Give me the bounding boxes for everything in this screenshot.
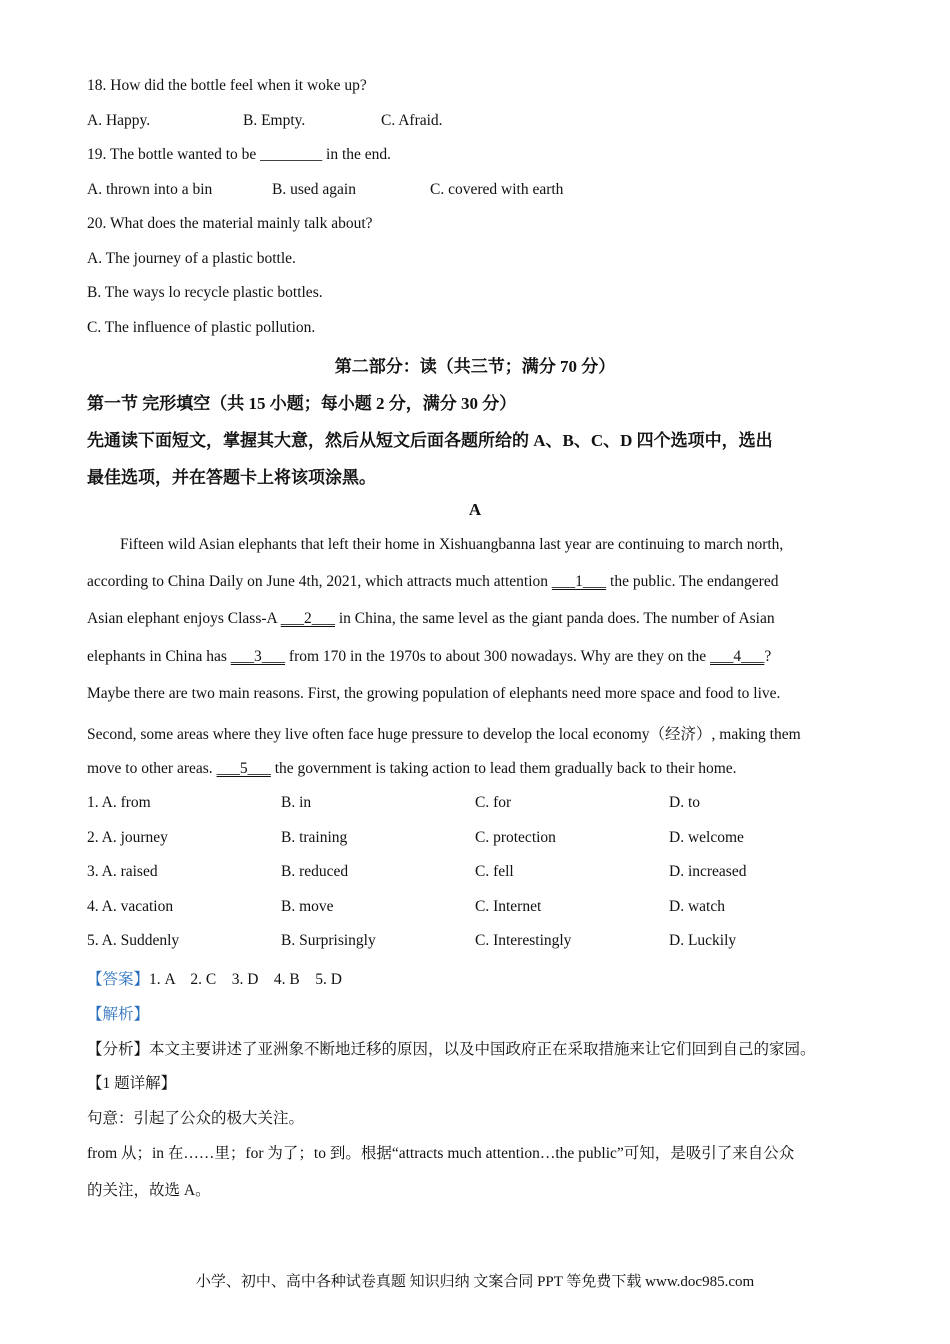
explanation-line-1: from 从；in 在……里；for 为了；to 到。根据“attracts much attention…the public”可知，是吸引了来自公众 — [87, 1145, 795, 1162]
option-4d: D. watch — [669, 898, 725, 915]
analysis-label: 【解析】 — [87, 1006, 150, 1023]
option-1d: D. to — [669, 794, 700, 811]
option-1a: 1. A. from — [87, 794, 151, 811]
passage-line-7 — [87, 760, 737, 778]
answer-label: 【答案】 — [87, 971, 150, 988]
option-2d: D. welcome — [669, 829, 744, 846]
sentence-meaning: 句意：引起了公众的极大关注。 — [87, 1110, 305, 1127]
option-4c: C. Internet — [475, 898, 542, 915]
option-3a: 3. A. raised — [87, 863, 158, 880]
passage-line-2 — [87, 573, 778, 591]
option-2b: B. training — [281, 829, 348, 846]
passage-label: A — [468, 500, 482, 519]
explanation-line-2: 的关注，故选 A。 — [87, 1182, 211, 1199]
option-4b: B. move — [281, 898, 334, 915]
q18-option-b: B. Empty. — [243, 112, 306, 129]
passage-text: move to other areas. — [87, 760, 217, 777]
blank-1: ___1___ — [551, 573, 607, 590]
option-3c: C. fell — [475, 863, 514, 880]
q18-stem: 18. How did the bottle feel when it woke up? — [87, 77, 367, 94]
passage-text: the government is taking action to lead them gradually back to their home. — [270, 760, 737, 777]
answer-line — [87, 967, 342, 989]
q19-option-c: C. covered with earth — [430, 181, 564, 198]
passage-text: from 170 in the 1970s to about 300 nowadays. Why are they on the — [285, 648, 711, 665]
page-footer: 小学、初中、高中各种试卷真题 知识归纳 文案合同 PPT 等免费下载 www.doc985.com — [195, 1274, 755, 1290]
q19-option-a: A. thrown into a bin — [87, 181, 213, 198]
passage-text: according to China Daily on June 4th, 2021, which attracts much attention — [87, 573, 552, 590]
answer-text: 1. A 2. C 3. D 4. B 5. D — [149, 971, 342, 988]
option-2a: 2. A. journey — [87, 829, 168, 846]
option-1c: C. for — [475, 794, 512, 811]
q20-option-c: C. The influence of plastic pollution. — [87, 319, 316, 336]
passage-text: elephants in China has — [87, 648, 231, 665]
passage-text: ? — [764, 648, 772, 665]
detail-heading-1: 【1 题详解】 — [87, 1075, 177, 1092]
blank-4: ___4___ — [710, 648, 765, 665]
passage-text: the public. The endangered — [606, 573, 779, 590]
instruction-line-1: 先通读下面短文，掌握其大意，然后从短文后面各题所给的 A、B、C、D 四个选项中，选出 — [87, 431, 773, 450]
passage-line-5: Maybe there are two main reasons. First, the growing population of elephants need more space and food to live. — [87, 685, 781, 702]
q19-stem: 19. The bottle wanted to be ________ in the end. — [87, 146, 392, 163]
subsection-title: 第一节 完形填空（共 15 小题；每小题 2 分，满分 30 分） — [87, 394, 517, 413]
option-3b: B. reduced — [281, 863, 349, 880]
q20-option-b: B. The ways lo recycle plastic bottles. — [87, 284, 323, 301]
passage-line-3 — [87, 610, 775, 628]
option-1b: B. in — [281, 794, 312, 811]
analysis-summary: 【分析】本文主要讲述了亚洲象不断地迁移的原因，以及中国政府正在采取措施来让它们回到自己的家园。 — [87, 1041, 816, 1058]
option-3d: D. increased — [669, 863, 747, 880]
passage-line-1: Fifteen wild Asian elephants that left their home in Xishuangbanna last year are continuing to march north, — [120, 536, 784, 553]
option-4a: 4. A. vacation — [87, 898, 174, 915]
option-5d: D. Luckily — [669, 932, 737, 949]
q18-option-a: A. Happy. — [87, 112, 151, 129]
q19-option-b: B. used again — [272, 181, 356, 198]
instruction-line-2: 最佳选项，并在答题卡上将该项涂黑。 — [87, 468, 376, 487]
passage-text: in China, the same level as the giant panda does. The number of Asian — [334, 610, 775, 627]
passage-line-4 — [87, 648, 771, 666]
passage-text: Asian elephant enjoys Class-A — [87, 610, 281, 627]
option-5c: C. Interestingly — [475, 932, 572, 949]
blank-3: ___3___ — [230, 648, 286, 665]
option-5b: B. Surprisingly — [281, 932, 376, 949]
q18-option-c: C. Afraid. — [381, 112, 443, 129]
section-title: 第二部分：读（共三节；满分 70 分） — [334, 357, 616, 376]
q20-option-a: A. The journey of a plastic bottle. — [87, 250, 296, 267]
option-2c: C. protection — [475, 829, 556, 846]
blank-5: ___5___ — [216, 760, 271, 777]
q20-stem: 20. What does the material mainly talk about? — [87, 215, 373, 232]
option-5a: 5. A. Suddenly — [87, 932, 180, 949]
passage-line-6: Second, some areas where they live often face huge pressure to develop the local economy（经济）, making them — [87, 726, 801, 743]
blank-2: ___2___ — [280, 610, 335, 627]
